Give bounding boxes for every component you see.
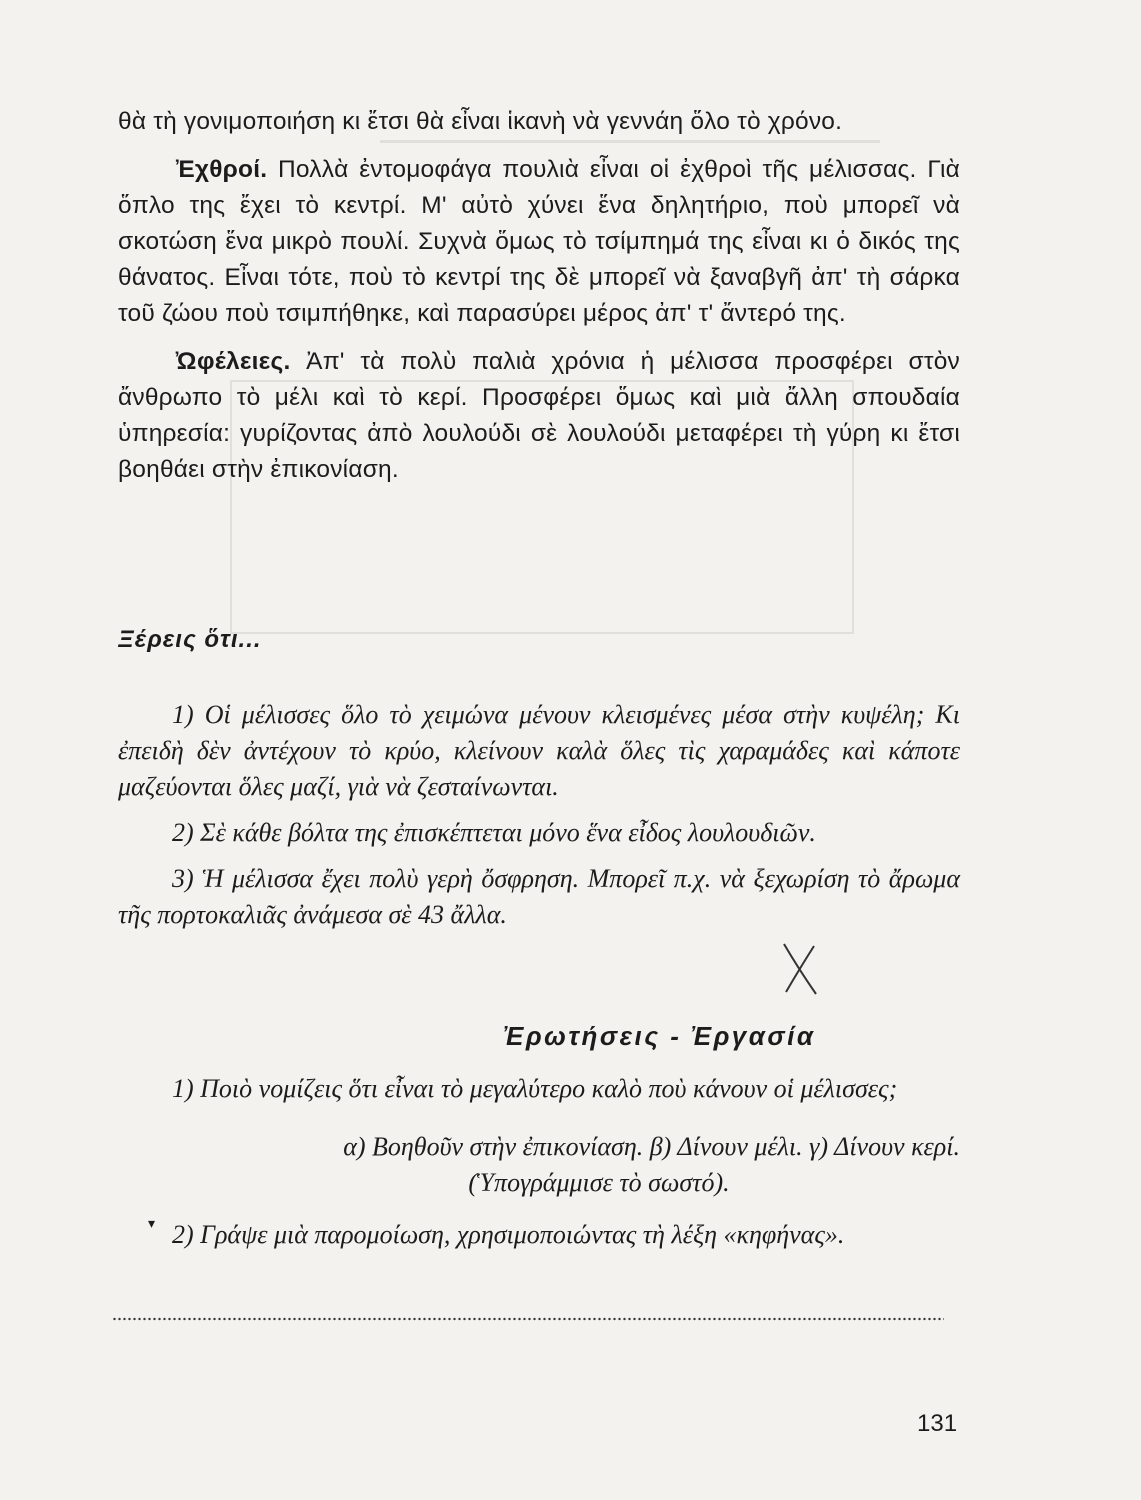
main-text	[118, 104, 960, 488]
answer-dotted-line[interactable]	[112, 1317, 944, 1321]
exercises-title-text: Ἐρωτήσεις - Ἐργασία	[503, 1021, 816, 1051]
exercises	[118, 1071, 960, 1253]
page-number: 131	[917, 1410, 958, 1437]
benefits-text: Ἀπ' τὰ πολὺ παλιὰ χρόνια ἡ μέλισσα προσφέρει στὸν ἄνθρωπο τὸ μέλι καὶ τὸ κερί. Προσφέρει ὅμως καὶ μιὰ ἄλλη σπουδαία ὑπηρεσία: γυρίζοντας ἀπὸ λουλούδι σὲ λουλούδι μεταφέρει τὴ γύρη κι ἔτσι βοηθάει στὴν ἐπικονίαση.	[118, 348, 960, 483]
question-2: 2) Γράψε μιὰ παρομοίωση, χρησιμοποιώντας τὴ λέξη «κηφήνας».	[172, 1220, 845, 1249]
paragraph-continuation: θὰ τὴ γονιμοποιήση κι ἔτσι θὰ εἶναι ἱκανὴ νὰ γεννάη ὅλο τὸ χρόνο.	[118, 108, 843, 135]
did-you-know-facts	[118, 697, 960, 933]
question-1-hint: (Ὑπογράμμισε τὸ σωστό).	[468, 1168, 730, 1197]
benefits-heading: Ὠφέλειες.	[176, 348, 291, 375]
paragraph-enemies	[118, 152, 960, 332]
did-you-know-heading: Ξέρεις ὅτι...	[118, 626, 262, 653]
enemies-heading: Ἐχθροί.	[176, 156, 268, 183]
exercises-title	[0, 1021, 1141, 1052]
enemies-text: Πολλὰ ἐντομοφάγα πουλιὰ εἶναι οἱ ἐχθροὶ τῆς μέλισσας. Γιὰ ὅπλο της ἔχει τὸ κεντρί. Μ' αὐτὸ χύνει ἕνα δηλητήριο, ποὺ μπορεῖ νὰ σκοτώση ἕνα μικρὸ πουλί. Συχνὰ ὅμως τὸ τσίμπημά της εἶναι κι ὁ δικός της θάνατος. Εἶναι τότε, ποὺ τὸ κεντρί της δὲ μπορεῖ νὰ ξαναβγῆ ἀπ' τὴ σάρκα τοῦ ζώου ποὺ τσιμπήθηκε, καὶ παρασύρει μέρος ἀπ' τ' ἄντερό της.	[118, 156, 960, 327]
paragraph-benefits	[118, 344, 960, 488]
fact-3: 3) Ἡ μέλισσα ἔχει πολὺ γερὴ ὄσφρηση. Μπορεῖ π.χ. νὰ ξεχωρίση τὸ ἄρωμα τῆς πορτοκαλιᾶς ἀνάμεσα σὲ 43 ἄλλα.	[118, 864, 960, 929]
fact-1: 1) Οἱ μέλισσες ὅλο τὸ χειμώνα μένουν κλεισμένες μέσα στὴν κυψέλη; Κι ἐπειδὴ δὲν ἀντέχουν τὸ κρύο, κλείνουν καλὰ ὅλες τὶς χαραμάδες καὶ κάποτε μαζεύονται ὅλες μαζί, γιὰ νὰ ζεσταίνωνται.	[118, 700, 960, 801]
question-1-choices: α) Βοηθοῦν στὴν ἐπικονίαση. β) Δίνουν μέλι. γ) Δίνουν κερί.	[343, 1132, 960, 1161]
handwritten-x-mark	[778, 940, 822, 996]
fact-2: 2) Σὲ κάθε βόλτα της ἐπισκέπτεται μόνο ἕνα εἶδος λουλουδιῶν.	[172, 818, 816, 847]
question-1: 1) Ποιὸ νομίζεις ὅτι εἶναι τὸ μεγαλύτερο καλὸ ποὺ κάνουν οἱ μέλισσες;	[172, 1074, 898, 1103]
stray-mark: ▾	[148, 1217, 156, 1232]
